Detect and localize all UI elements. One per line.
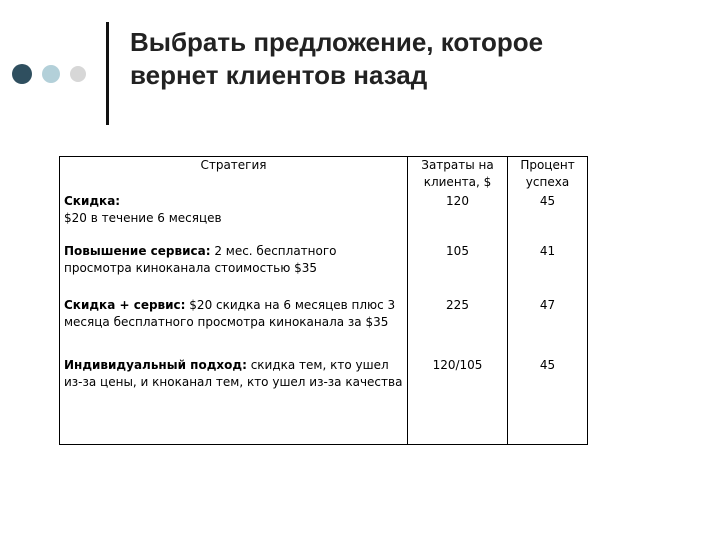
row-desc: 2 мес. бесплатного просмотра киноканала стоимостью $35 bbox=[64, 244, 337, 275]
decor-dot-dark bbox=[12, 64, 32, 84]
decor-dot-light-blue bbox=[42, 65, 60, 83]
title-divider bbox=[106, 22, 109, 125]
row-name: Скидка bbox=[64, 194, 116, 208]
row-strategy bbox=[60, 243, 408, 297]
decor-dot-gray bbox=[70, 66, 86, 82]
table-row bbox=[60, 297, 588, 357]
strategy-table bbox=[59, 156, 588, 445]
row-name: Повышение сервиса bbox=[64, 244, 206, 258]
row-cost bbox=[408, 194, 508, 243]
row-sep: : bbox=[180, 298, 186, 312]
table-row bbox=[60, 209, 588, 243]
row-percent: 45 bbox=[508, 357, 588, 445]
title-line-1: Выбрать предложение, которое bbox=[130, 27, 544, 57]
header-strategy-label: Стратегия bbox=[200, 158, 267, 172]
row-desc: скидка тем, кто ушел из-за цены, и кноканал тем, кто ушел из-за качества bbox=[64, 358, 403, 389]
row-percent-value: 45 bbox=[539, 194, 556, 208]
row-percent bbox=[508, 194, 588, 243]
row-desc: $20 в течение 6 месяцев bbox=[64, 211, 222, 225]
table-row bbox=[60, 357, 588, 445]
row-cost-value: 120 bbox=[446, 194, 469, 208]
row-desc: $20 скидка на 6 месяцев плюс 3 месяца бесплатного просмотра киноканала за $35 bbox=[64, 298, 396, 329]
row-name: Индивидуальный подход bbox=[64, 358, 243, 372]
table-row bbox=[60, 243, 588, 297]
row-percent: 41 bbox=[508, 243, 588, 297]
row-cost: 120/105 bbox=[408, 357, 508, 445]
row-sep: : bbox=[205, 244, 211, 258]
row-sep: : bbox=[115, 194, 121, 208]
row-strategy bbox=[60, 297, 408, 357]
row-sep: : bbox=[242, 358, 247, 372]
header-percent: Процент успеха bbox=[508, 157, 588, 210]
slide-title bbox=[130, 26, 690, 92]
row-name: Скидка + сервис bbox=[64, 298, 181, 312]
row-strategy bbox=[60, 357, 408, 445]
row-cost: 105 bbox=[408, 243, 508, 297]
row-percent: 47 bbox=[508, 297, 588, 357]
row-cost: 225 bbox=[408, 297, 508, 357]
header-cost: Затраты на клиента, $ bbox=[408, 157, 508, 210]
row-strategy bbox=[60, 194, 408, 243]
title-line-2: вернет клиентов назад bbox=[130, 60, 428, 90]
